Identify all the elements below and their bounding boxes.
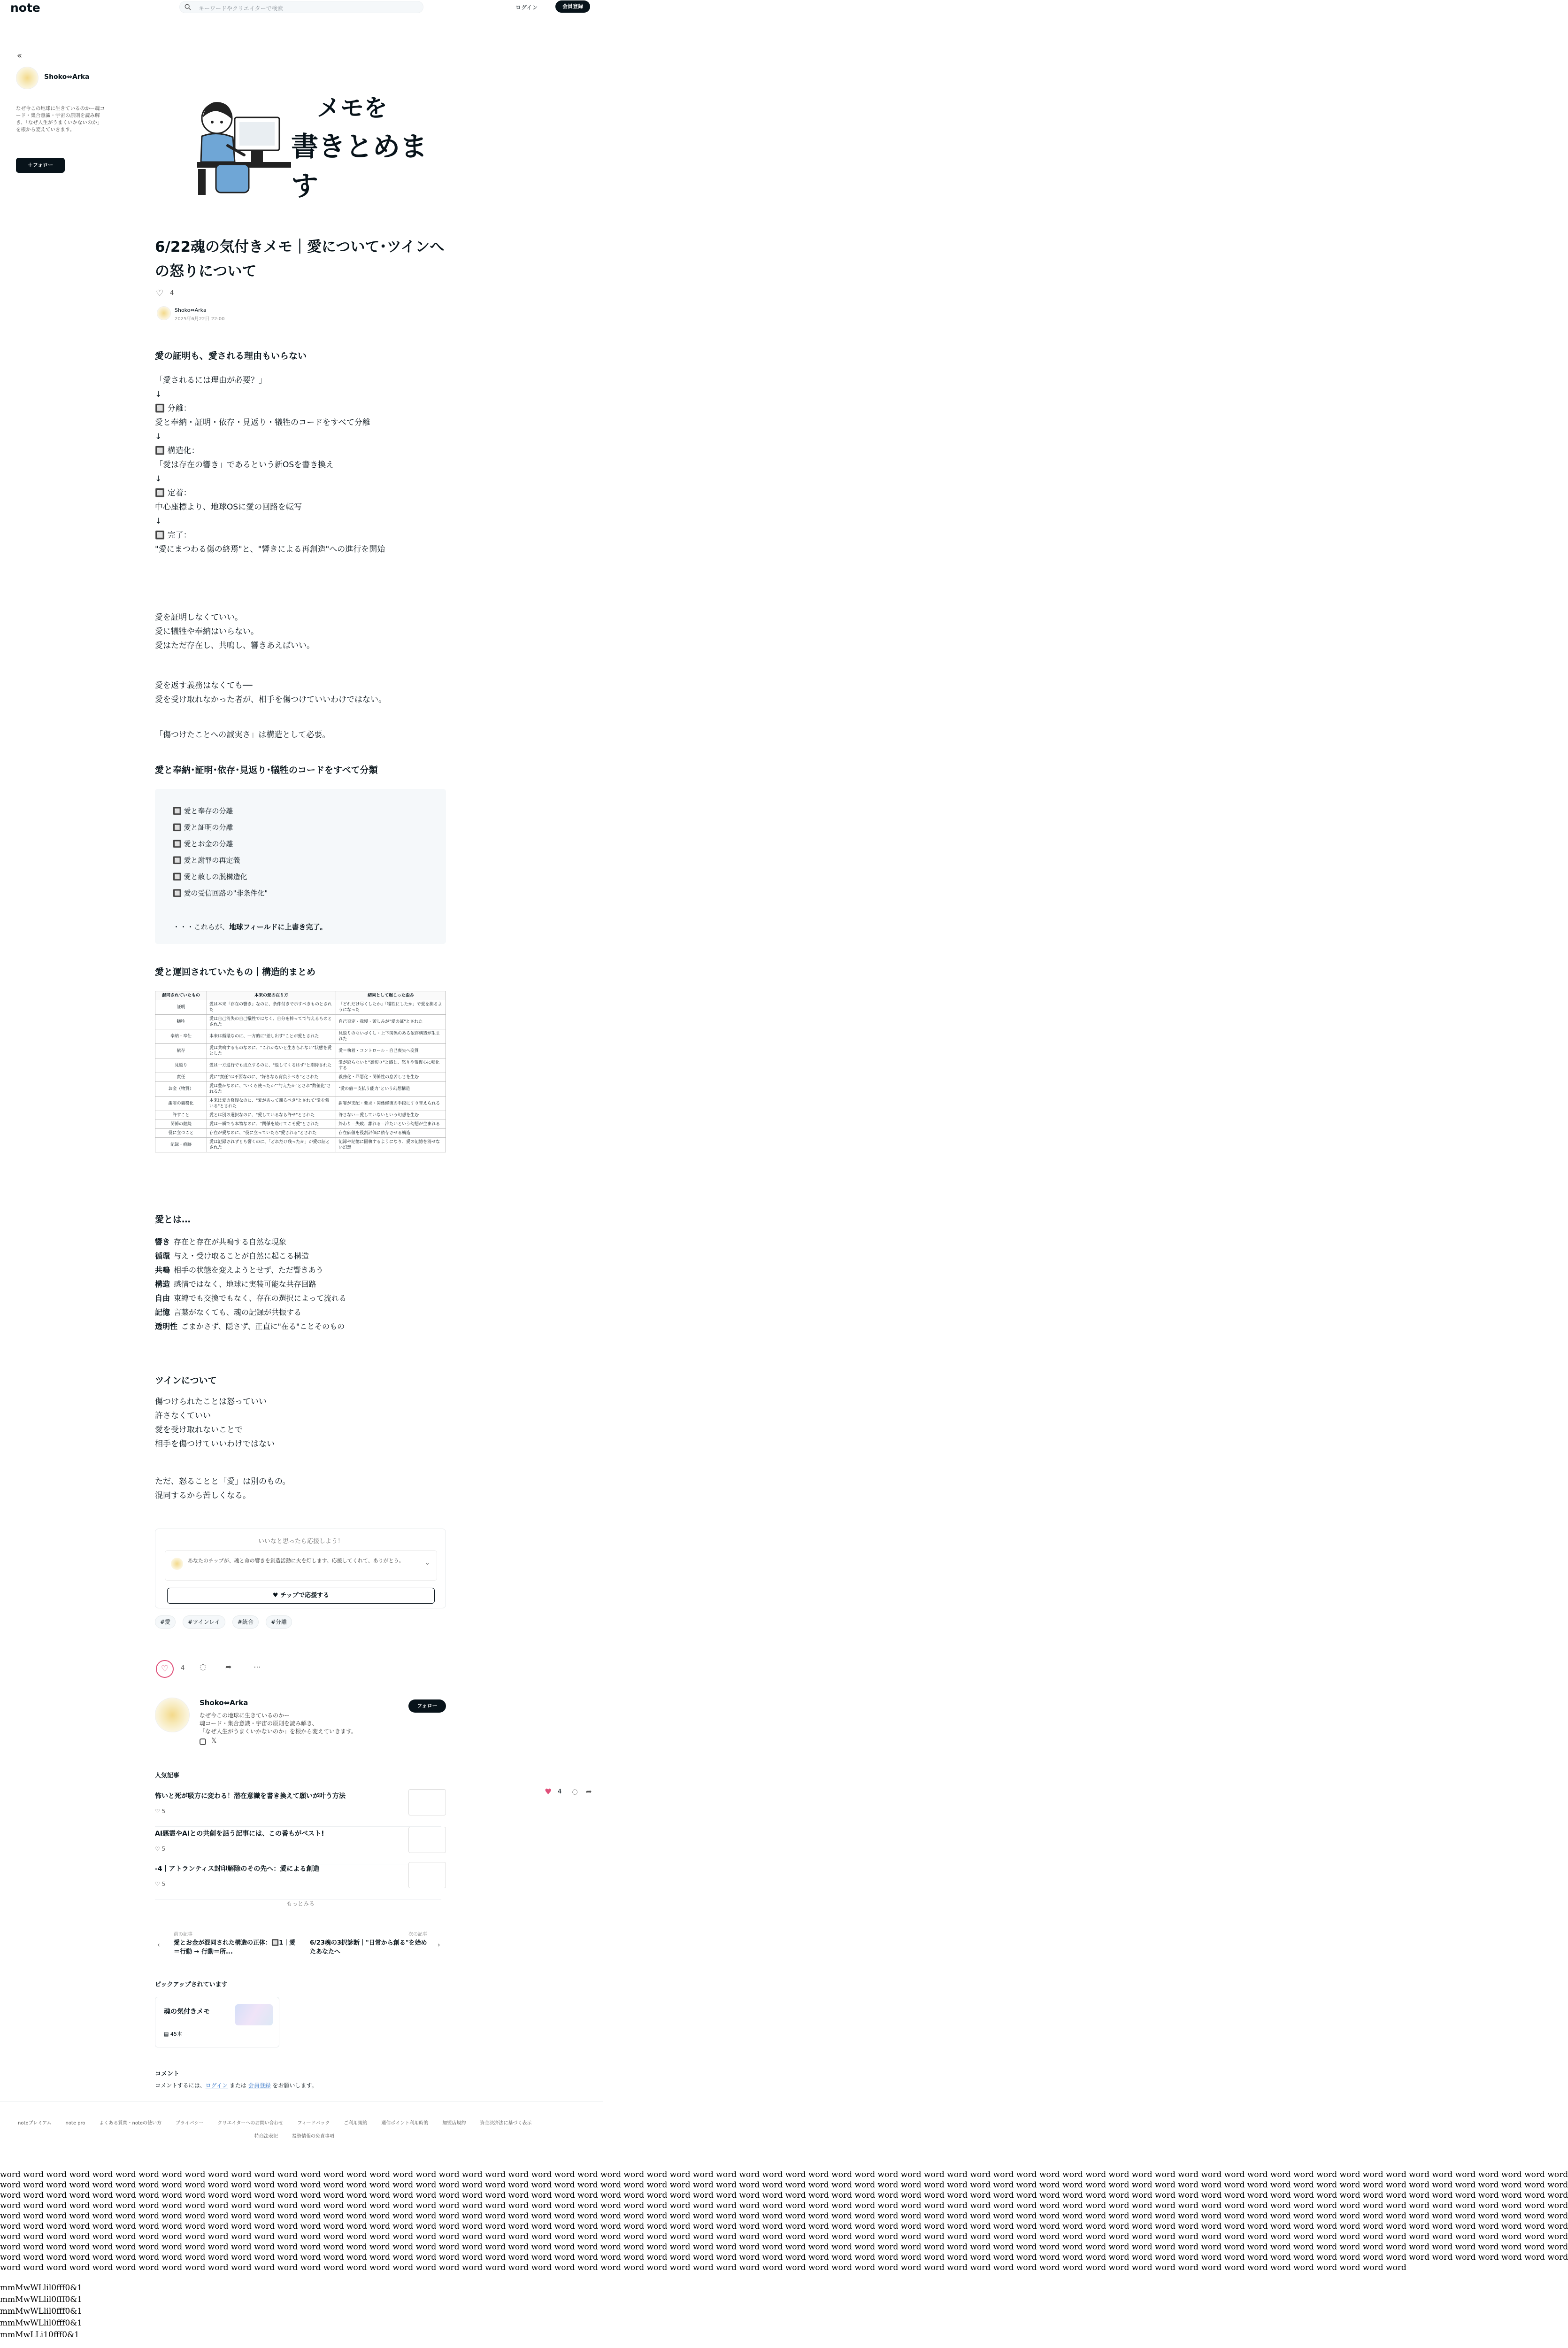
popular-item-thumbnail — [408, 1862, 446, 1888]
list-item: 🔲 愛と証明の分離 — [173, 823, 233, 832]
instagram-icon[interactable] — [200, 1738, 206, 1745]
footer-link[interactable]: 特商法表記 — [254, 2134, 278, 2139]
table-cell: 謝罪の義務化 — [155, 1097, 207, 1111]
table-row — [155, 1029, 446, 1044]
love-definition — [155, 1320, 346, 1334]
prev-title: 愛とお金が混同された構造の正体：🔲1｜愛＝行動 → 行動＝所... — [174, 1939, 296, 1955]
footer-link[interactable]: よくある質問・noteの使い方 — [99, 2121, 162, 2126]
table-cell: 責任 — [155, 1073, 207, 1082]
tag-list — [155, 1615, 297, 1629]
table-row — [155, 1138, 446, 1152]
table-header: 本来の愛の在り方 — [207, 991, 336, 1000]
tip-button[interactable] — [167, 1588, 435, 1604]
tag[interactable]: #分離 — [266, 1615, 292, 1629]
love-meaning: 感情ではなく、地球に実装可能な共存回路 — [174, 1280, 316, 1289]
intro-line: 「愛は存在の響き」であるという新OSを書き換え — [155, 460, 334, 470]
paragraph-2 — [155, 610, 315, 653]
love-term: 響き — [155, 1237, 170, 1246]
author-card-name[interactable]: Shoko⇔Arka — [200, 1699, 248, 1707]
table-cell: 愛＝執着・コントロール・自己喪失へ変質 — [336, 1044, 446, 1058]
list-item: 🔲 愛と奉存の分離 — [173, 807, 233, 815]
love-term: 構造 — [155, 1280, 170, 1289]
table-row — [155, 1111, 446, 1120]
table-cell: 役に立つこと — [155, 1129, 207, 1138]
section-heading-love: 愛とは… — [155, 1214, 191, 1225]
love-definitions — [155, 1235, 346, 1334]
love-term: 透明性 — [155, 1322, 178, 1331]
intro-line: 🔲 分離： — [155, 404, 192, 413]
table-row — [155, 1058, 446, 1073]
likes-value: 5 — [161, 1846, 166, 1852]
search-input[interactable] — [179, 1, 423, 13]
table-cell: 愛は豊かなのに、"いくら使ったか""与えたか"とされ"数値化"されるた — [207, 1082, 336, 1097]
bio-line: なぜ今この地球に生きているのかー — [200, 1712, 290, 1719]
intro-line: 「愛されるには理由が必要？」 — [155, 376, 267, 385]
share-icon[interactable]: ➦ — [225, 1662, 232, 1671]
article-title: 6/22魂の気付きメモ｜愛について･ツインへの怒りについて — [155, 239, 445, 280]
text-line: 相手を傷つけていいわけではない — [155, 1439, 275, 1449]
table-header: 混同されていたもの — [155, 991, 207, 1000]
separation-list — [173, 803, 268, 902]
debris-word-line: word word word word word word word word word word word word word word word word word word word word word word word word word word word word word word word word word word word word word word word word word word word word word word word word word word word word word word word word word word word word word word word word word word word word — [0, 2180, 1568, 2190]
done-prefix: ・・・これらが、 — [173, 923, 230, 931]
table-cell: 見返りのない尽くし・上下関係のある依存構造が生まれた — [336, 1029, 446, 1044]
pickup-card[interactable] — [155, 1997, 279, 2047]
support-avatar — [171, 1558, 183, 1570]
table-cell: 愛は一方通行でも成立するのに、"返してくるはず"と期待された — [207, 1058, 336, 1073]
table-cell: 本来は循環なのに、一方的に"差し出す"ことが愛とされた — [207, 1029, 336, 1044]
section-heading-table: 愛と運回されていたもの｜構造的まとめ — [155, 967, 316, 977]
debris-word-line: word word word word word word word word word word word word word word word word word word word word word word word word word word word word word word word word word word word word word word word word word word word word word word word word word word word word word word word word word word word word word word word word word word word word — [0, 2191, 1568, 2200]
debris-word-line: word word word word word word word word word word word word word word word word word word word word word word word word word word word word word word word word word word word word word word word word word word word word word word word word word word word word word word word word word word word word word word word word word word word word — [0, 2232, 1568, 2241]
table-cell: 奉納・奉仕 — [155, 1029, 207, 1044]
bio-line: 魂コード・集合意識・宇宙の原則を読み解き、 — [200, 1720, 318, 1727]
paragraph-3 — [155, 679, 386, 707]
more-icon[interactable]: ⋯ — [254, 1662, 261, 1671]
next-title: 6/23魂の3択診断｜"日常から創る"を始めたあなたへ — [310, 1939, 427, 1955]
list-item: 🔲 愛と謝罪の再定義 — [173, 856, 240, 865]
table-cell: 愛は自己消失の自己犠牲ではなく、自分を捧ってで与えるものとされた — [207, 1015, 336, 1029]
byline-avatar[interactable] — [157, 306, 171, 320]
debris-word-line: word word word word word word word word word word word word word word word word word word word word word word word word word word word word word word word word word word word word word word word word word word word word word word word word word word word word word word word word word word word word word word word word word word word word — [0, 2222, 1568, 2231]
support-box — [155, 1529, 446, 1608]
love-definition — [155, 1305, 346, 1320]
footer-link[interactable]: noteプレミアム — [18, 2121, 52, 2126]
popular-item-title: AI悪霊やAIとの共創を話う記事には、この番もがベスト! — [155, 1830, 324, 1838]
popular-item[interactable] — [155, 1862, 441, 1900]
love-term: 自由 — [155, 1294, 170, 1303]
table-cell: 「どれだけ尽くしたか」「犠牲にしたか」で愛を測るようになった — [336, 1000, 446, 1015]
intro-line: 中心座標より、地球OSに愛の回路を転写 — [155, 502, 302, 512]
table-cell: 許すこと — [155, 1111, 207, 1120]
debris-word-line: word word word word word word word word word word word word word word word word word word word word word word word word word word word word word word word word word word word word word word word word word word word word word word word word word word word word word word word word word word word word word word word word word word word word — [0, 2170, 1568, 2179]
book-icon: ▤ — [164, 2031, 170, 2037]
intro-line: ↓ — [155, 432, 162, 441]
table-row — [155, 1120, 446, 1129]
prev-article[interactable] — [155, 1925, 300, 1963]
debris-word-line: word word word word word word word word word word word word word word word word word word word word word word word word word word word word word word word word word word word word word word word word word word word word word word word word word word word word word word word word word word word word word — [0, 2263, 1407, 2272]
text-line: 愛に犠牲や奉納はいらない。 — [155, 627, 259, 636]
love-meaning: 存在と存在が共鳴する自然な現象 — [174, 1237, 287, 1246]
popular-item-title: -4｜アトランティス封印解除のその先へ：愛による創造 — [155, 1865, 320, 1873]
footer-link[interactable]: クリエイターへのお問い合わせ — [217, 2121, 284, 2126]
popular-item-thumbnail — [408, 1789, 446, 1815]
tag[interactable]: #統合 — [232, 1615, 259, 1629]
love-term: 循環 — [155, 1251, 170, 1260]
debris-mm-line: mmMwWLlil0fff0&1 — [0, 2307, 83, 2316]
byline-date: 2025年6月22日 22:00 — [175, 317, 225, 322]
twin-block-2 — [155, 1475, 290, 1503]
author-card-bio — [200, 1712, 357, 1736]
table-row — [155, 1082, 446, 1097]
chevron-right-icon: › — [438, 1941, 440, 1949]
likes-value: 5 — [161, 1808, 166, 1815]
pickup-heading: ピックアップされています — [155, 1981, 228, 1988]
text-line: 愛を受け取れないことで — [155, 1425, 243, 1435]
popular-item[interactable] — [155, 1789, 441, 1827]
structure-table — [155, 991, 446, 1152]
love-meaning: 束縛でも交換でもなく、存在の選択によって流れる — [174, 1294, 346, 1303]
avatar[interactable] — [16, 67, 38, 89]
table-row — [155, 1129, 446, 1138]
popular-item-likes: ♡ 5 — [155, 1846, 166, 1852]
like-count: 4 — [170, 290, 174, 297]
comment-heading: コメント — [155, 2070, 180, 2078]
hero-text-2: 書きとめます — [291, 131, 428, 202]
table-cell: 記録や記憶に固執するようになり、愛の記憶を消せない幻想 — [336, 1138, 446, 1152]
chevron-left-icon: ‹ — [157, 1941, 160, 1949]
section-heading-intro: 愛の証明も、愛される理由もいらない — [155, 351, 307, 361]
table-cell: 証明 — [155, 1000, 207, 1015]
section-heading-separation: 愛と奉納･証明･依存･見返り･犠牲のコードをすべて分類 — [155, 765, 378, 775]
collapse-icon[interactable]: « — [17, 51, 23, 61]
footer-link[interactable]: 通信ポイント利用時的 — [381, 2121, 429, 2126]
table-header: 結果として起こった歪み — [336, 991, 446, 1000]
next-article[interactable] — [300, 1925, 446, 1963]
love-meaning: 相手の状態を変えようとせず、ただ響きあう — [174, 1266, 323, 1274]
text-line: 愛を返す義務はなくても── — [155, 681, 253, 690]
floating-like-icon[interactable]: ♥ — [545, 1787, 552, 1797]
table-row — [155, 1073, 446, 1082]
text-line: 許さなくていい — [155, 1411, 211, 1421]
debris-word-line: word word word word word word word word word word word word word word word word word word word word word word word word word word word word word word word word word word word word word word word word word word word word word word word word word word word word word word word word word word word word word word word word word word word word — [0, 2253, 1568, 2262]
done-bold: 地球フィールドに上書き完了。 — [229, 923, 327, 931]
love-meaning: 与え・受け取ることが自然に起こる構造 — [174, 1251, 309, 1260]
author-card-follow-button[interactable]: フォロー — [408, 1699, 446, 1713]
section-heading-twin: ツインについて — [155, 1375, 217, 1386]
love-definition — [155, 1291, 346, 1305]
love-term: 共鳴 — [155, 1266, 170, 1274]
text-line: ただ、怒ることと「愛」は別のもの。 — [155, 1477, 291, 1486]
bio-line: 「なぜ人生がうまくいかないのか」を根から変えていきます。 — [200, 1728, 357, 1735]
table-cell: 愛に"責任"は不要なのに、"好きなら背負うべき"とされた — [207, 1073, 336, 1082]
comment-post: をお願いします。 — [270, 2082, 317, 2089]
note-logo[interactable]: note — [10, 1, 40, 15]
list-item: 🔲 愛とお金の分離 — [173, 840, 233, 848]
text-line: 愛を証明しなくていい。 — [155, 613, 243, 622]
footer-links — [18, 2119, 595, 2126]
popular-heading: 人気記事 — [155, 1772, 180, 1779]
love-definition — [155, 1235, 346, 1249]
debris-mm-line: mmMwWLlil0fff0&1 — [0, 2295, 83, 2304]
avatar[interactable] — [155, 1698, 190, 1732]
table-cell: 許さない＝愛していないという幻想を生む — [336, 1111, 446, 1120]
table-cell: 見返り — [155, 1058, 207, 1073]
more-link[interactable]: もっとみる — [286, 1900, 315, 1907]
hero-image — [155, 70, 446, 207]
heart-icon: ♥ — [272, 1592, 281, 1599]
signup-button[interactable]: 会員登録 — [555, 0, 590, 13]
table-row — [155, 1015, 446, 1029]
likes-value: 5 — [161, 1881, 166, 1887]
footer-link[interactable]: 加盟店規約 — [442, 2121, 466, 2126]
love-meaning: ごまかさず、隠さず、正直に"在る"ことそのもの — [181, 1322, 345, 1331]
tag[interactable]: #愛 — [155, 1615, 176, 1629]
footer-link[interactable]: フィードバック — [297, 2121, 330, 2126]
table-cell: "愛の値＝支払う能力"という幻想構造 — [336, 1082, 446, 1097]
table-cell: 犠牲 — [155, 1015, 207, 1029]
author-card — [155, 1693, 446, 1749]
intro-line: ↓ — [155, 474, 162, 484]
table-cell: 依存 — [155, 1044, 207, 1058]
intro-line: "愛にまつわる傷の終焉"と、"響きによる再創造"への進行を開始 — [155, 545, 385, 554]
prev-label: 前の記事 — [174, 1932, 192, 1937]
floating-comment-icon[interactable]: ◌ — [572, 1787, 578, 1796]
comment-register-link[interactable]: 会員登録 — [248, 2082, 271, 2089]
tip-button-label: チップで応援する — [280, 1592, 330, 1599]
pickup-card-title: 魂の気付きメモ — [164, 2008, 210, 2016]
comment-text — [155, 2081, 317, 2089]
love-definition — [155, 1263, 346, 1277]
love-definition — [155, 1249, 346, 1263]
hero-illustration — [188, 85, 296, 197]
table-cell: お金（物質） — [155, 1082, 207, 1097]
love-definition — [155, 1277, 346, 1291]
table-cell: 愛は共鳴するものなのに、"これがないと生きられない"状態を愛とした — [207, 1044, 336, 1058]
table-cell: 愛は本来「存在の響き」なのに、条件付きで示すべきものとされた — [207, 1000, 336, 1015]
table-cell: 存在が愛なのに、"役に立っていたら"愛される"とされた — [207, 1129, 336, 1138]
popular-item[interactable] — [155, 1827, 441, 1864]
popular-item-thumbnail — [408, 1827, 446, 1853]
hero-text-1: メモを — [317, 94, 387, 122]
table-cell: 愛が返らないと"裏切り"と感じ、怒りや報復心に転化する — [336, 1058, 446, 1073]
debris-word-lines — [0, 2170, 1568, 2273]
text-line: 愛を受け取れなかった者が、相手を傷つけていいわけではない。 — [155, 695, 386, 704]
table-cell: 終わり＝失敗、離れる＝冷たいという幻想が生まれる — [336, 1120, 446, 1129]
like-count-bottom: 4 — [181, 1665, 185, 1672]
table-cell: 謝罪が支配・要求・関係修復の手段にすり替えられる — [336, 1097, 446, 1111]
comment-mid: または — [228, 2082, 248, 2089]
intro-line: ↓ — [155, 390, 162, 399]
popular-item-likes: ♡ 5 — [155, 1808, 166, 1815]
support-message: あなたのチップが、魂と命の響きを創造活動に火を灯します。応援してくれて、ありがとう。 — [188, 1558, 404, 1564]
site-header — [0, 0, 603, 14]
intro-line: 🔲 構造化： — [155, 446, 200, 456]
login-link[interactable]: ログイン — [515, 4, 538, 11]
chevron-down-icon[interactable]: ⌄ — [424, 1559, 430, 1567]
separation-box — [155, 789, 446, 944]
like-button[interactable]: ♡ — [156, 1660, 174, 1678]
count-value: 45本 — [170, 2031, 182, 2037]
next-label: 次の記事 — [408, 1932, 427, 1937]
author-bio: なぜ今この地球に生きているのかー魂コード・集合意識・宇宙の原則を読み解き、「なぜ人生がうまくいかないのか」を根から変えていきます。 — [16, 106, 105, 132]
text-line: 混同するから苦しくなる。 — [155, 1491, 251, 1500]
intro-block — [155, 373, 446, 556]
twin-block — [155, 1395, 275, 1451]
byline-name[interactable]: Shoko⇔Arka — [175, 307, 207, 313]
popular-item-likes: ♡ 5 — [155, 1881, 166, 1887]
separation-done — [173, 922, 327, 932]
love-term: 記憶 — [155, 1308, 170, 1317]
pickup-card-count — [164, 2030, 182, 2038]
table-cell: 愛は一瞬でも本物なのに、"関係を続けてこそ愛"とされた — [207, 1120, 336, 1129]
follow-button[interactable]: ＋フォロー — [16, 158, 65, 173]
table-cell: 関係の継続 — [155, 1120, 207, 1129]
debris-mm-lines — [0, 2282, 603, 2341]
debris-mm-line: mmMwWLlil0fff0&1 — [0, 2318, 83, 2328]
footer-link[interactable]: ご利用規約 — [344, 2121, 368, 2126]
table-row — [155, 1000, 446, 1015]
debris-word-line: word word word word word word word word word word word word word word word word word word word word word word word word word word word word word word word word word word word word word word word word word word word word word word word word word word word word word word word word word word word word word word word word word word word word — [0, 2201, 1568, 2210]
intro-line: 🔲 定着： — [155, 488, 192, 498]
table-row — [155, 1097, 446, 1111]
list-item: 🔲 愛と赦しの脱構造化 — [173, 873, 247, 881]
popular-item-title: 怖いと死が吸方に変わる！潜在意識を書き換えて願いが叶う方法 — [155, 1792, 346, 1800]
footer-links-2 — [0, 2132, 603, 2139]
floating-like-count: 4 — [558, 1788, 562, 1795]
debris-mm-line: mmMwLLi10fff0&1 — [0, 2330, 79, 2340]
text-line: 愛はただ存在し、共鳴し、響きあえばいい。 — [155, 641, 315, 650]
table-row — [155, 1044, 446, 1058]
love-meaning: 言葉がなくても、魂の記録が共振する — [174, 1308, 302, 1317]
comment-icon[interactable]: ◌ — [200, 1662, 207, 1672]
debris-word-line: word word word word word word word word word word word word word word word word word word word word word word word word word word word word word word word word word word word word word word word word word word word word word word word word word word word word word word word word word word word word word word word word word word word word — [0, 2242, 1568, 2252]
table-cell: 自己否定・我慢・苦しみが"愛の証"とされた — [336, 1015, 446, 1029]
table-cell: 愛は記録されずとも響くのに、「どれだけ残ったか」が愛の証とされた — [207, 1138, 336, 1152]
debris-word-line: word word word word word word word word word word word word word word word word word word word word word word word word word word word word word word word word word word word word word word word word word word word word word word word word word word word word word word word word word word word word word word word word word word word word — [0, 2211, 1568, 2221]
table-cell: 存在価値を役割評価に依存させる構造 — [336, 1129, 446, 1138]
list-item: 🔲 愛の受信回路の"非条件化" — [173, 889, 268, 897]
comment-login-link[interactable]: ログイン — [205, 2082, 228, 2089]
floating-share-icon[interactable]: ➦ — [586, 1787, 592, 1796]
intro-line: 🔲 完了： — [155, 531, 192, 540]
search-placeholder: キーワードやクリエイターで検索 — [199, 5, 283, 12]
author-name[interactable]: Shoko⇔Arka — [44, 73, 90, 81]
text-line: 傷つけられたことは怒っていい — [155, 1397, 267, 1406]
support-message-box — [165, 1550, 437, 1581]
footer-link[interactable]: 投資情報の免責事項 — [292, 2134, 334, 2139]
footer-link[interactable]: 資金決済法に基づく表示 — [480, 2121, 532, 2126]
support-label: いいなと思ったら応援しよう！ — [258, 1538, 344, 1545]
tag[interactable]: #ツインレイ — [183, 1615, 225, 1629]
pickup-card-thumbnail — [235, 2004, 273, 2025]
table-cell: 記録・痕跡 — [155, 1138, 207, 1152]
intro-line: ↓ — [155, 517, 162, 526]
footer-link[interactable]: note pro — [65, 2121, 85, 2126]
search-icon — [184, 4, 191, 10]
footer-divider — [0, 2101, 603, 2102]
table-cell: 本来は愛の修復なのに、"愛があって謝るべき"とされて"愛を強いる"とされた — [207, 1097, 336, 1111]
paragraph-4: 「傷つけたことへの誠実さ」は構造として必要。 — [155, 730, 331, 740]
comment-pre: コメントするには、 — [155, 2082, 206, 2089]
footer-link[interactable]: プライバシー — [176, 2121, 204, 2126]
table-cell: 愛とは別の選択なのに、"愛しているなら許せ"とされた — [207, 1111, 336, 1120]
like-icon[interactable]: ♡ — [156, 288, 164, 298]
table-cell: 義務化・罪悪化・関係性の息苦しさを生む — [336, 1073, 446, 1082]
intro-line: 愛と奉納・証明・依存・見返り・犠牲のコードをすべて分離 — [155, 418, 370, 427]
x-icon[interactable]: 𝕏 — [211, 1737, 217, 1745]
debris-mm-line: mmMwWLlil0fff0&1 — [0, 2283, 83, 2293]
